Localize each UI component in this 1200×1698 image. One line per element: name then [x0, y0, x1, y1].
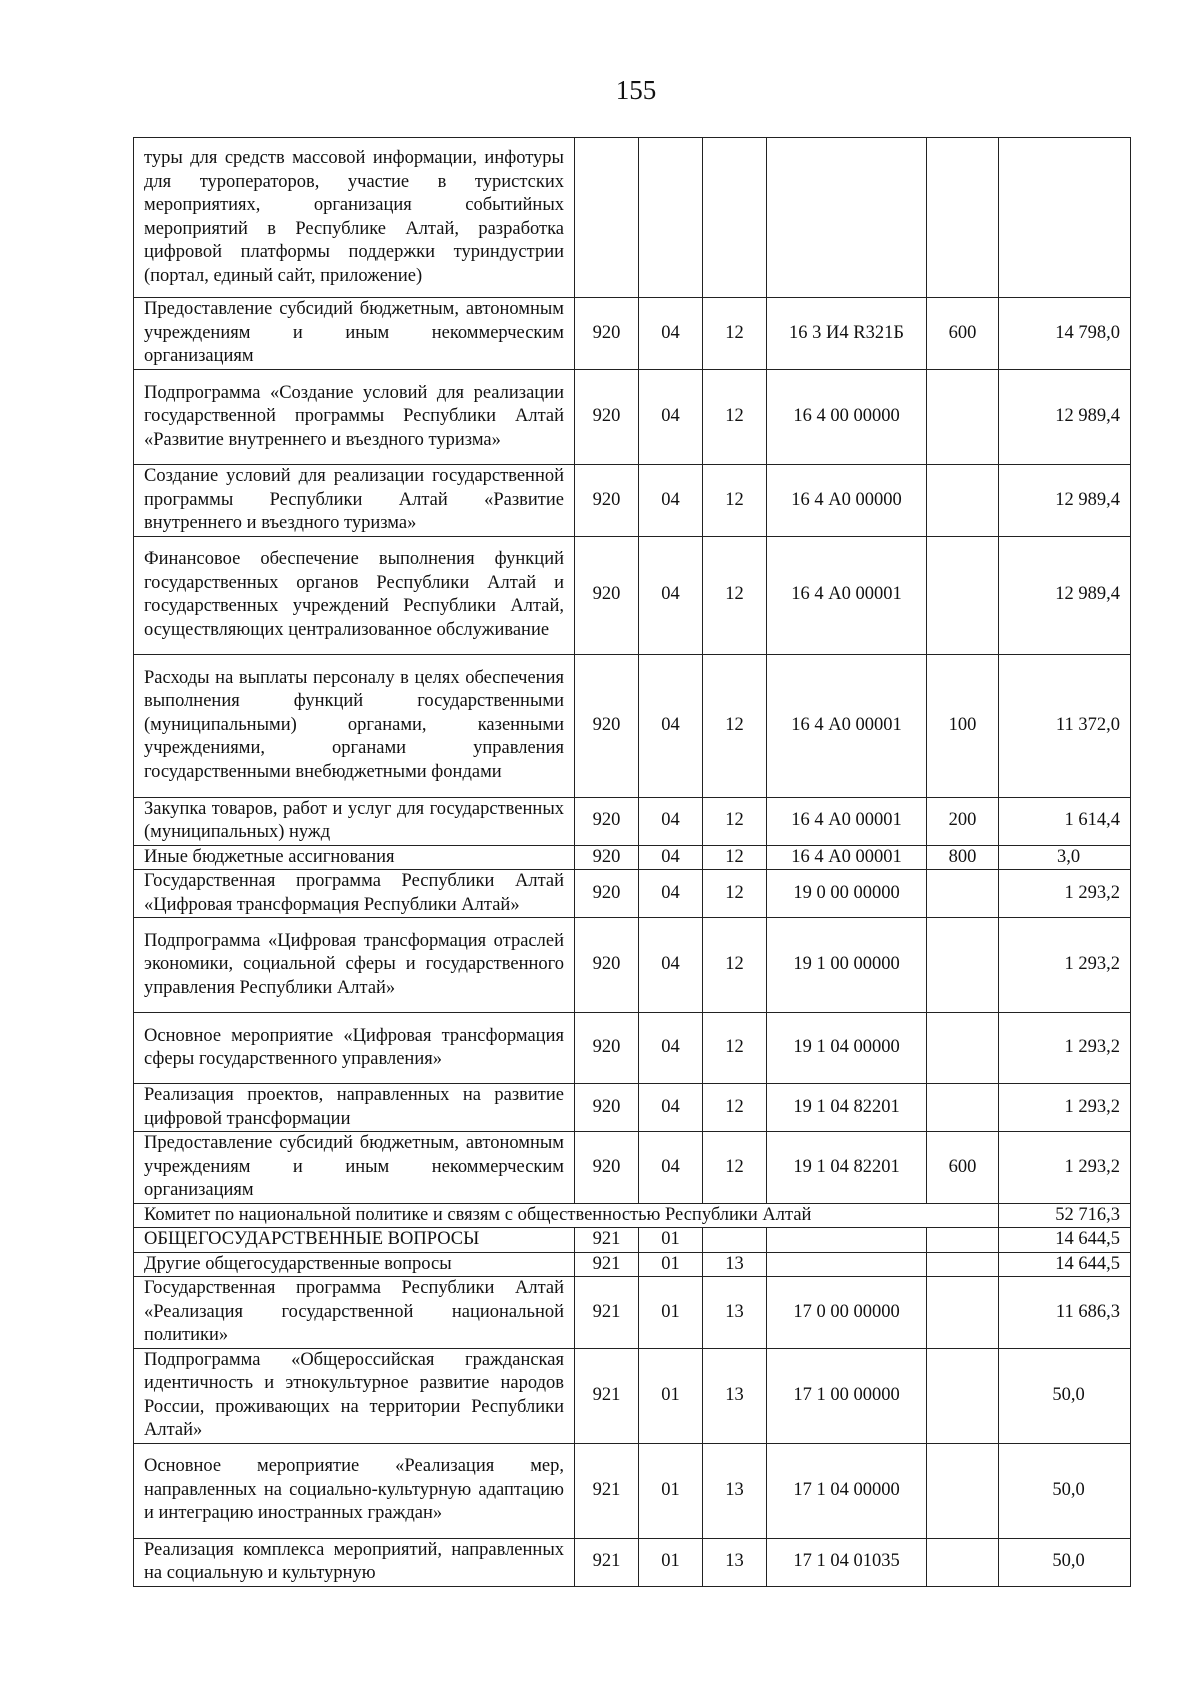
- row-ved: 920: [575, 1132, 639, 1204]
- row-rz: 01: [639, 1252, 703, 1277]
- row-name: Закупка товаров, работ и услуг для государственных (муниципальных) нужд: [134, 797, 575, 845]
- row-pr: [703, 1228, 767, 1253]
- row-name: Подпрограмма «Общероссийская гражданская идентичность и этнокультурное развитие народов России, проживающих на территории Республики Алтай»: [134, 1348, 575, 1443]
- table-row: [134, 1013, 1131, 1084]
- row-rz: 01: [639, 1538, 703, 1586]
- table-row: [134, 870, 1131, 918]
- row-pr: 12: [703, 1013, 767, 1084]
- row-pr: 13: [703, 1252, 767, 1277]
- row-rz: 04: [639, 1013, 703, 1084]
- table-row: [134, 654, 1131, 797]
- row-sum: 1 293,2: [999, 870, 1131, 918]
- row-name: Другие общегосударственные вопросы: [134, 1252, 575, 1277]
- row-pr: 12: [703, 1084, 767, 1132]
- row-rz: 01: [639, 1277, 703, 1349]
- row-sum: 1 293,2: [999, 1013, 1131, 1084]
- row-sum: 12 989,4: [999, 536, 1131, 654]
- row-pr: 12: [703, 370, 767, 465]
- row-sum: 11 372,0: [999, 654, 1131, 797]
- row-name: Основное мероприятие «Реализация мер, направленных на социально-культурную адаптацию и интеграцию иностранных граждан»: [134, 1443, 575, 1538]
- row-name: Государственная программа Республики Алтай «Цифровая трансформация Республики Алтай»: [134, 870, 575, 918]
- row-rz: 04: [639, 797, 703, 845]
- row-rz: 04: [639, 370, 703, 465]
- row-csr: 16 4 А0 00001: [767, 654, 927, 797]
- row-pr: 13: [703, 1443, 767, 1538]
- row-vr: [927, 1228, 999, 1253]
- row-name: Реализация проектов, направленных на развитие цифровой трансформации: [134, 1084, 575, 1132]
- row-rz: 01: [639, 1443, 703, 1538]
- table-row: [134, 465, 1131, 537]
- row-sum: 12 989,4: [999, 465, 1131, 537]
- row-ved: [575, 138, 639, 298]
- row-csr: 16 4 А0 00001: [767, 797, 927, 845]
- row-vr: 200: [927, 797, 999, 845]
- row-csr: 17 1 00 00000: [767, 1348, 927, 1443]
- table-row: [134, 1538, 1131, 1586]
- row-pr: 13: [703, 1538, 767, 1586]
- row-pr: 13: [703, 1348, 767, 1443]
- row-name: Создание условий для реализации государственной программы Республики Алтай «Развитие внутреннего и въездного туризма»: [134, 465, 575, 537]
- row-name: Подпрограмма «Создание условий для реализации государственной программы Республики Алтай «Развитие внутреннего и въездного туризма»: [134, 370, 575, 465]
- row-csr: 19 1 04 82201: [767, 1084, 927, 1132]
- row-rz: 04: [639, 845, 703, 870]
- row-rz: 01: [639, 1348, 703, 1443]
- row-ved: 920: [575, 918, 639, 1013]
- table-row: [134, 1348, 1131, 1443]
- row-name: Реализация комплекса мероприятий, направленных на социальную и культурную: [134, 1538, 575, 1586]
- row-name: Иные бюджетные ассигнования: [134, 845, 575, 870]
- row-ved: 920: [575, 654, 639, 797]
- row-name: Основное мероприятие «Цифровая трансформация сферы государственного управления»: [134, 1013, 575, 1084]
- row-rz: 04: [639, 1084, 703, 1132]
- row-sum: 11 686,3: [999, 1277, 1131, 1349]
- row-vr: [927, 1252, 999, 1277]
- row-name: Финансовое обеспечение выполнения функций государственных органов Республики Алтай и государственных учреждений Республики Алтай, осуществляющих централизованное обслуживание: [134, 536, 575, 654]
- row-vr: [927, 536, 999, 654]
- row-sum: 52 716,3: [999, 1203, 1131, 1228]
- table-row-committee: [134, 1203, 1131, 1228]
- row-name: Расходы на выплаты персоналу в целях обеспечения выполнения функций государственными (муниципальными) органами, казенными учреждениями, органами управления государственными внебюджетными фондами: [134, 654, 575, 797]
- row-pr: 12: [703, 845, 767, 870]
- row-pr: [703, 138, 767, 298]
- table-row: [134, 1443, 1131, 1538]
- row-pr: 12: [703, 654, 767, 797]
- row-csr: 16 4 А0 00001: [767, 845, 927, 870]
- row-sum: 3,0: [999, 845, 1131, 870]
- row-rz: 04: [639, 536, 703, 654]
- row-csr: [767, 1228, 927, 1253]
- row-pr: 12: [703, 870, 767, 918]
- row-vr: [927, 138, 999, 298]
- row-csr: 19 1 04 82201: [767, 1132, 927, 1204]
- table-row: [134, 1084, 1131, 1132]
- row-ved: 921: [575, 1443, 639, 1538]
- row-pr: 12: [703, 797, 767, 845]
- row-ved: 920: [575, 465, 639, 537]
- row-ved: 920: [575, 370, 639, 465]
- row-name: Предоставление субсидий бюджетным, автономным учреждениям и иным некоммерческим организациям: [134, 298, 575, 370]
- row-rz: 04: [639, 465, 703, 537]
- row-vr: [927, 1277, 999, 1349]
- row-name: ОБЩЕГОСУДАРСТВЕННЫЕ ВОПРОСЫ: [134, 1228, 575, 1253]
- row-csr: 16 3 И4 R321Б: [767, 298, 927, 370]
- row-vr: [927, 918, 999, 1013]
- table-row: [134, 536, 1131, 654]
- row-pr: 12: [703, 465, 767, 537]
- row-sum: 1 293,2: [999, 918, 1131, 1013]
- row-name: Государственная программа Республики Алтай «Реализация государственной национальной политики»: [134, 1277, 575, 1349]
- row-ved: 920: [575, 870, 639, 918]
- row-name: Подпрограмма «Цифровая трансформация отраслей экономики, социальной сферы и государственного управления Республики Алтай»: [134, 918, 575, 1013]
- row-sum: 14 644,5: [999, 1228, 1131, 1253]
- row-ved: 920: [575, 1013, 639, 1084]
- row-csr: 17 1 04 00000: [767, 1443, 927, 1538]
- row-sum: 1 293,2: [999, 1084, 1131, 1132]
- row-sum: 50,0: [999, 1443, 1131, 1538]
- row-vr: [927, 465, 999, 537]
- row-sum: 12 989,4: [999, 370, 1131, 465]
- row-sum: 14 798,0: [999, 298, 1131, 370]
- row-rz: 04: [639, 654, 703, 797]
- table-row: [134, 1277, 1131, 1349]
- row-vr: [927, 1013, 999, 1084]
- row-csr: 19 0 00 00000: [767, 870, 927, 918]
- row-sum: 1 293,2: [999, 1132, 1131, 1204]
- row-ved: 920: [575, 298, 639, 370]
- row-ved: 921: [575, 1538, 639, 1586]
- row-ved: 921: [575, 1277, 639, 1349]
- row-ved: 920: [575, 797, 639, 845]
- row-csr: 16 4 00 00000: [767, 370, 927, 465]
- row-vr: [927, 870, 999, 918]
- table-row: [134, 1228, 1131, 1253]
- budget-table: [133, 137, 1131, 1587]
- row-rz: 04: [639, 298, 703, 370]
- row-csr: 17 0 00 00000: [767, 1277, 927, 1349]
- row-pr: 13: [703, 1277, 767, 1349]
- row-ved: 921: [575, 1228, 639, 1253]
- row-vr: [927, 370, 999, 465]
- row-rz: 04: [639, 870, 703, 918]
- row-sum: 14 644,5: [999, 1252, 1131, 1277]
- row-sum: 1 614,4: [999, 797, 1131, 845]
- row-ved: 921: [575, 1252, 639, 1277]
- row-sum: [999, 138, 1131, 298]
- row-ved: 920: [575, 1084, 639, 1132]
- row-vr: [927, 1538, 999, 1586]
- row-ved: 921: [575, 1348, 639, 1443]
- row-name: Предоставление субсидий бюджетным, автономным учреждениям и иным некоммерческим организациям: [134, 1132, 575, 1204]
- row-pr: 12: [703, 1132, 767, 1204]
- row-vr: 800: [927, 845, 999, 870]
- row-pr: 12: [703, 536, 767, 654]
- row-vr: [927, 1443, 999, 1538]
- table-row: [134, 138, 1131, 298]
- row-csr: 19 1 04 00000: [767, 1013, 927, 1084]
- row-rz: 04: [639, 918, 703, 1013]
- row-vr: 600: [927, 1132, 999, 1204]
- table-row: [134, 845, 1131, 870]
- table-row: [134, 918, 1131, 1013]
- row-csr: 16 4 А0 00000: [767, 465, 927, 537]
- row-ved: 920: [575, 536, 639, 654]
- row-rz: 04: [639, 1132, 703, 1204]
- row-vr: [927, 1348, 999, 1443]
- table-row: [134, 298, 1131, 370]
- table-row: [134, 1132, 1131, 1204]
- row-rz: [639, 138, 703, 298]
- row-csr: 19 1 00 00000: [767, 918, 927, 1013]
- row-vr: [927, 1084, 999, 1132]
- row-csr: 16 4 А0 00001: [767, 536, 927, 654]
- row-rz: 01: [639, 1228, 703, 1253]
- table-row: [134, 1252, 1131, 1277]
- row-vr: 600: [927, 298, 999, 370]
- row-ved: 920: [575, 845, 639, 870]
- row-csr: 17 1 04 01035: [767, 1538, 927, 1586]
- row-csr: [767, 138, 927, 298]
- row-sum: 50,0: [999, 1538, 1131, 1586]
- row-pr: 12: [703, 298, 767, 370]
- table-row: [134, 370, 1131, 465]
- table-row: [134, 797, 1131, 845]
- committee-name: Комитет по национальной политике и связям с общественностью Республики Алтай: [134, 1203, 999, 1228]
- row-vr: 100: [927, 654, 999, 797]
- row-name: туры для средств массовой информации, инфотуры для туроператоров, участие в туристских мероприятиях, организация событийных мероприятий в Республике Алтай, разработка цифровой платформы поддержки туриндустрии (портал, единый сайт, приложение): [134, 138, 575, 298]
- row-csr: [767, 1252, 927, 1277]
- page-number: 155: [615, 75, 657, 105]
- row-sum: 50,0: [999, 1348, 1131, 1443]
- row-pr: 12: [703, 918, 767, 1013]
